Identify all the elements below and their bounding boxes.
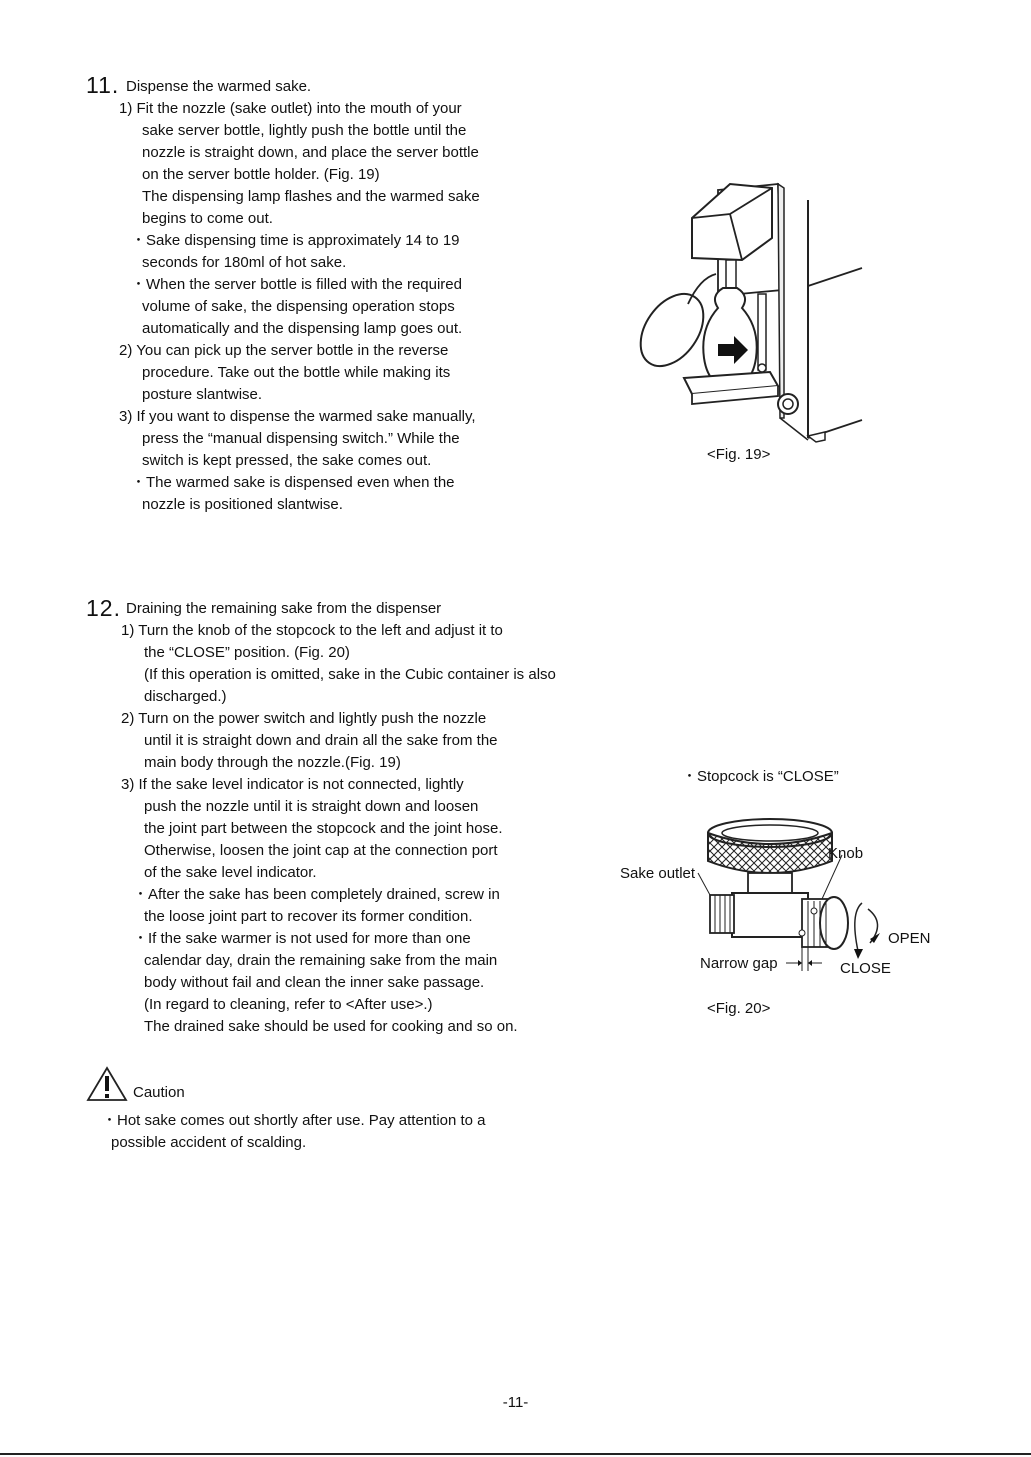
s11-line: 1) Fit the nozzle (sake outlet) into the mouth of your (119, 100, 462, 117)
fig20-narrow-gap-label: Narrow gap (700, 955, 778, 972)
fig20-caption: <Fig. 20> (707, 1000, 771, 1017)
s12-line: calendar day, drain the remaining sake from the main (144, 952, 498, 969)
s12-line: 2) Turn on the power switch and lightly push the nozzle (121, 710, 487, 727)
s11-line: nozzle is positioned slantwise. (142, 496, 343, 513)
caution-title: Caution (133, 1084, 185, 1101)
s11-line: 2) You can pick up the server bottle in the reverse (119, 342, 449, 359)
fig20-knob-label: Knob (828, 845, 864, 862)
s11-line: posture slantwise. (142, 386, 263, 403)
s12-line: of the sake level indicator. (144, 864, 317, 881)
s11-line: The dispensing lamp flashes and the warmed sake (142, 188, 480, 205)
s11-line: automatically and the dispensing lamp goes out. (142, 320, 463, 337)
s12-line: The drained sake should be used for cooking and so on. (144, 1018, 518, 1035)
s11-line: procedure. Take out the bottle while making its (142, 364, 451, 381)
section-11-number: 11. (86, 72, 120, 98)
s11-line: seconds for 180ml of hot sake. (142, 254, 347, 271)
caution-line: ・Hot sake comes out shortly after use. Pay attention to a (102, 1112, 486, 1129)
section-12-number: 12. (86, 595, 121, 621)
s12-line: the joint part between the stopcock and the joint hose. (144, 820, 503, 837)
page-number: -11- (502, 1394, 529, 1411)
fig20-note: ・Stopcock is “CLOSE” (682, 768, 839, 785)
section-12-title: Draining the remaining sake from the dispenser (126, 600, 442, 617)
s11-line: 3) If you want to dispense the warmed sake manually, (119, 408, 476, 425)
warning-triangle-icon (86, 1066, 128, 1102)
s11-line: switch is kept pressed, the sake comes out. (142, 452, 432, 469)
s11-line: volume of sake, the dispensing operation stops (142, 298, 455, 315)
s12-line: main body through the nozzle.(Fig. 19) (144, 754, 401, 771)
s11-line: on the server bottle holder. (Fig. 19) (142, 166, 380, 183)
fig20-close-label: CLOSE (840, 960, 891, 977)
s12-line: the loose joint part to recover its former condition. (144, 908, 473, 925)
s12-line: the “CLOSE” position. (Fig. 20) (144, 644, 350, 661)
s12-line: 3) If the sake level indicator is not connected, lightly (121, 776, 464, 793)
s11-line: ・Sake dispensing time is approximately 14 to 19 (131, 232, 460, 249)
s12-line: 1) Turn the knob of the stopcock to the left and adjust it to (121, 622, 503, 639)
s11-line: ・The warmed sake is dispensed even when the (131, 474, 455, 491)
bottom-rule (0, 1453, 1031, 1455)
s11-line: ・When the server bottle is filled with the required (131, 276, 462, 293)
s12-line: until it is straight down and drain all the sake from the (144, 732, 498, 749)
s11-line: press the “manual dispensing switch.” While the (142, 430, 460, 447)
caution-line: possible accident of scalding. (111, 1134, 307, 1151)
s12-line: body without fail and clean the inner sake passage. (144, 974, 485, 991)
s12-line: ・After the sake has been completely drained, screw in (133, 886, 500, 903)
s12-line: ・If the sake warmer is not used for more than one (133, 930, 471, 947)
s11-line: nozzle is straight down, and place the server bottle (142, 144, 479, 161)
fig20-sake-outlet-label: Sake outlet (620, 865, 696, 882)
section-11-title: Dispense the warmed sake. (126, 78, 312, 95)
fig19-caption: <Fig. 19> (707, 446, 771, 463)
fig19-illustration (630, 178, 870, 446)
s12-line: (If this operation is omitted, sake in the Cubic container is also (144, 666, 556, 683)
s11-line: sake server bottle, lightly push the bottle until the (142, 122, 467, 139)
fig20-stopcock-illustration (690, 815, 890, 975)
fig20-open-label: OPEN (888, 930, 931, 947)
s11-line: begins to come out. (142, 210, 273, 227)
s12-line: discharged.) (144, 688, 227, 705)
s12-line: push the nozzle until it is straight down and loosen (144, 798, 479, 815)
s12-line: (In regard to cleaning, refer to <After use>.) (144, 996, 433, 1013)
s12-line: Otherwise, loosen the joint cap at the connection port (144, 842, 498, 859)
